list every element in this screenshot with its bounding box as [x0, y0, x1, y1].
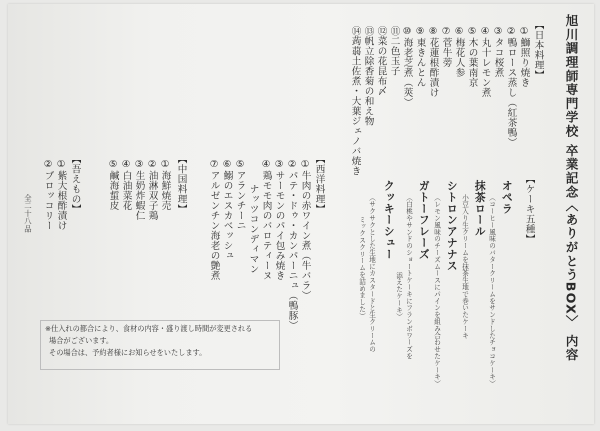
japanese-item: ⑪二色玉子	[388, 26, 400, 76]
cake-desc: ミックスクリームを詰めました）	[357, 216, 366, 320]
section-heading-cakes: 【ケーキ五種】	[523, 174, 535, 244]
cake-desc: 添えたケーキ）	[394, 272, 403, 321]
western-item: ⑥鰯のエスカベッシュ	[221, 159, 233, 261]
western-item: ⑤アランチーニ	[234, 159, 246, 231]
western-item: ①牛肉の赤ワイン煮（牛バラ）	[299, 159, 311, 301]
chinese-item: ②油淋双子鶏	[146, 159, 158, 221]
chinese-item: ①海鮮焼売	[159, 159, 171, 211]
cake-desc: （レモン風味のチーズムースにパインを組み合わせたケーキ）	[432, 194, 441, 388]
japanese-item: ④丸十レモン煮	[479, 26, 491, 98]
japanese-item: ②鴨ロース蒸し（紅茶鴨）	[505, 26, 517, 148]
western-item: ②パテ・ドゥ・カンパーニュ（鴨豚）	[286, 159, 298, 331]
chinese-item: ⑤鹹海蜇皮	[107, 159, 119, 211]
japanese-item: ⑫菜の花昆布〆	[375, 26, 387, 96]
page-title: 旭川調理師専門学校 卒業記念〈ありがとうBOX〉 内容	[563, 14, 579, 362]
japanese-item: ③タコ桜煮	[492, 26, 504, 78]
sides-item: ①紫大根酢漬け	[55, 159, 67, 231]
notice-line: 場合がございます。	[49, 336, 114, 345]
menu-sheet	[8, 4, 594, 424]
japanese-item: ⑩海老芝煮（莢）	[401, 26, 413, 108]
japanese-item: ⑬帆立除香菊の和え物	[362, 26, 374, 126]
cake-name: クッキーシュー	[382, 180, 396, 260]
sides-item: ②ブロッコリー	[42, 159, 54, 231]
japanese-item: ⑦菅牛蒡	[440, 26, 452, 68]
cake-desc: （コーヒー風味のバタークリームをサンドしたチョコケーキ）	[487, 194, 496, 388]
western-item: ④鶏モモ肉のバロティーヌ	[260, 159, 272, 281]
japanese-item: ⑥梅花人参	[453, 26, 465, 78]
notice-line: ※仕入れの都合により、食材の内容・盛り渡し時間が変更される	[45, 324, 253, 333]
notice-box	[40, 320, 280, 370]
japanese-item: ⑭蒟蒻土佐煮・大葉ジェノバ焼き	[349, 26, 361, 176]
cake-name: シトロンアナナス	[445, 180, 459, 272]
western-item: ⑦アルゼンチン海老の艶煮	[208, 159, 220, 281]
japanese-item: ①鰤照り焼き	[518, 26, 530, 88]
cake-name: 抹茶ロール	[473, 180, 487, 237]
japanese-item: ⑨東きんとん	[414, 26, 426, 88]
cake-desc: （サクサクとした生地にカスタードと生クリームの	[367, 194, 376, 353]
section-heading-western: 【西洋料理】	[313, 154, 325, 214]
chinese-item: ④白油菜花	[120, 159, 132, 211]
western-item: ③サーモンのパイ包み焼き	[273, 159, 285, 281]
notice-line: その場合は、予約者様にお知らせをいたします。	[49, 348, 207, 357]
japanese-item: ⑤木の葉南京	[466, 26, 478, 88]
cake-name: オペラ	[500, 180, 514, 215]
cake-desc: （白桃やサンドのショートケーキにフランボワーズを	[404, 194, 413, 360]
western-item: ナッツコンディマン	[247, 184, 259, 274]
section-heading-japanese: 【日本料理】	[532, 20, 544, 80]
section-heading-sides: 【吾えもの】	[69, 154, 81, 214]
chinese-item: ③生奶炸蝦仁	[133, 159, 145, 221]
section-heading-chinese: 【中国料理】	[175, 154, 187, 214]
japanese-item: ⑧花蓮根酢漬け	[427, 26, 439, 98]
cake-name: ガトーフレーズ	[417, 180, 431, 260]
total-count: 全二十八品	[23, 194, 33, 233]
cake-desc: 小豆入り生クリームを抹茶生地で巻いたケーキ	[460, 194, 469, 339]
